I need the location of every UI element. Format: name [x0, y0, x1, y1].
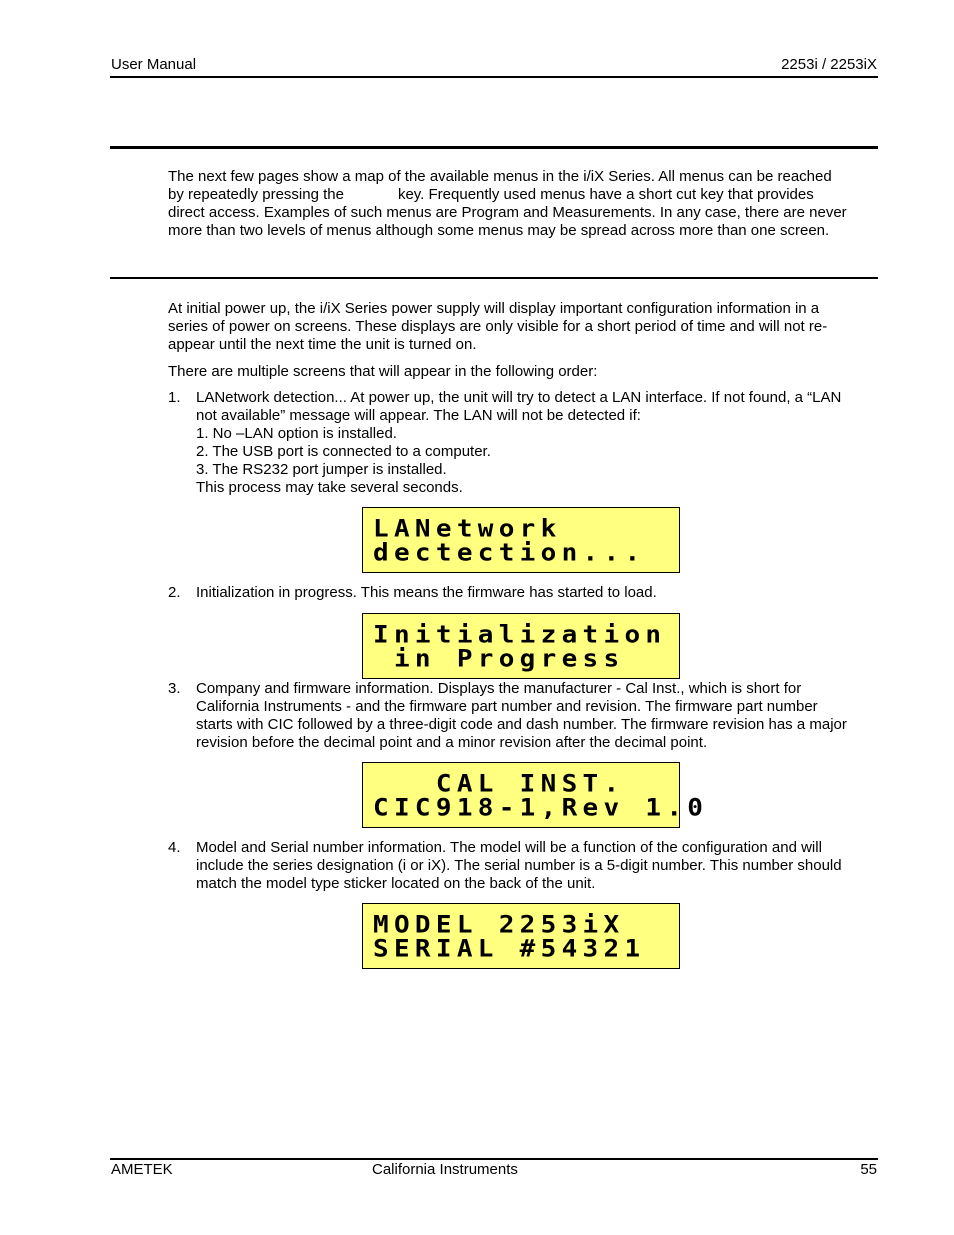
intro-line-4: more than two levels of menus although some menus may be spread across more than one screen.	[168, 222, 830, 239]
intro-line-3: direct access. Examples of such menus are Program and Measurements. In any case, there are never	[168, 204, 847, 221]
item3-line-3: starts with CIC followed by a three-digit code and dash number. The firmware revision has a major	[196, 716, 847, 733]
order-line: There are multiple screens that will appear in the following order:	[168, 363, 598, 380]
item2-line-1: Initialization in progress. This means the firmware has started to load.	[196, 584, 657, 601]
lcd-row-2: CIC918-1,Rev 1.0	[373, 794, 709, 822]
intro-line-2	[168, 186, 880, 204]
list-item-number: 2.	[168, 584, 181, 601]
item3-line-4: revision before the decimal point and a minor revision after the decimal point.	[196, 734, 708, 751]
page-number: 55	[860, 1161, 877, 1178]
lcd-row-1: CAL INST.	[373, 770, 625, 798]
intro-line-2-suffix: key. Frequently used menus have a short cut key that provides	[397, 186, 814, 203]
powerup-line-3: appear until the next time the unit is turned on.	[168, 336, 477, 353]
lcd-display-lan-detection	[362, 507, 680, 573]
item4-line-1: Model and Serial number information. The model will be a function of the configuration and will	[196, 839, 822, 856]
footer-division: California Instruments	[372, 1161, 518, 1178]
list-item-number: 3.	[168, 680, 181, 697]
item4-line-2: include the series designation (i or iX). The serial number is a 5-digit number. This number should	[196, 857, 842, 874]
list-item-4	[168, 839, 880, 893]
intro-line-1: The next few pages show a map of the available menus in the i/iX Series. All menus can be reached	[168, 168, 832, 185]
intro-paragraph	[168, 168, 880, 240]
lcd-row-1: MODEL 2253iX	[373, 911, 625, 939]
lcd-row-2: SERIAL #54321	[373, 935, 646, 963]
list-item-3	[168, 680, 880, 752]
list-item-body	[196, 584, 880, 602]
lcd-display-initialization	[362, 613, 680, 679]
order-paragraph	[168, 363, 880, 381]
powerup-line-1: At initial power up, the i/iX Series power supply will display important configuration information in a	[168, 300, 820, 317]
list-item-1	[168, 389, 880, 497]
footer-company: AMETEK	[111, 1161, 173, 1178]
item1-line-3: 1. No –LAN option is installed.	[196, 425, 397, 442]
section-rule-menu-map	[110, 146, 878, 149]
item1-line-5: 3. The RS232 port jumper is installed.	[196, 461, 447, 478]
section-rule-power-on	[110, 277, 878, 279]
item3-line-1: Company and firmware information. Displays the manufacturer - Cal Inst., which is short for	[196, 680, 802, 697]
lcd-row-2: in Progress	[373, 645, 625, 673]
item1-line-2: not available” message will appear. The LAN will not be detected if:	[196, 407, 641, 424]
footer-rule	[110, 1158, 878, 1160]
list-item-body	[196, 680, 880, 752]
powerup-paragraph	[168, 300, 880, 354]
item4-line-3: match the model type sticker located on the back of the unit.	[196, 875, 596, 892]
item1-line-4: 2. The USB port is connected to a computer.	[196, 443, 491, 460]
list-item-number: 4.	[168, 839, 181, 856]
list-item-number: 1.	[168, 389, 181, 406]
item1-line-1: LANetwork detection... At power up, the unit will try to detect a LAN interface. If not found, a “LAN	[196, 389, 842, 406]
lcd-row-2: dectection...	[373, 539, 646, 567]
header-model: 2253i / 2253iX	[781, 56, 877, 73]
intro-line-2-prefix: by repeatedly pressing the	[168, 186, 344, 203]
list-item-body	[196, 839, 880, 893]
item3-line-2: California Instruments - and the firmware part number and revision. The firmware part number	[196, 698, 818, 715]
lcd-row-1: Initialization	[373, 621, 667, 649]
header-manual-title: User Manual	[111, 56, 197, 73]
header-rule	[110, 76, 878, 78]
lcd-display-model-serial	[362, 903, 680, 969]
lcd-row-1: LANetwork	[373, 515, 562, 543]
lcd-display-company-firmware	[362, 762, 709, 828]
list-item-2	[168, 584, 880, 602]
item1-line-6: This process may take several seconds.	[196, 479, 463, 496]
powerup-line-2: series of power on screens. These displays are only visible for a short period of time and will not re-	[168, 318, 828, 335]
list-item-body	[196, 389, 880, 497]
